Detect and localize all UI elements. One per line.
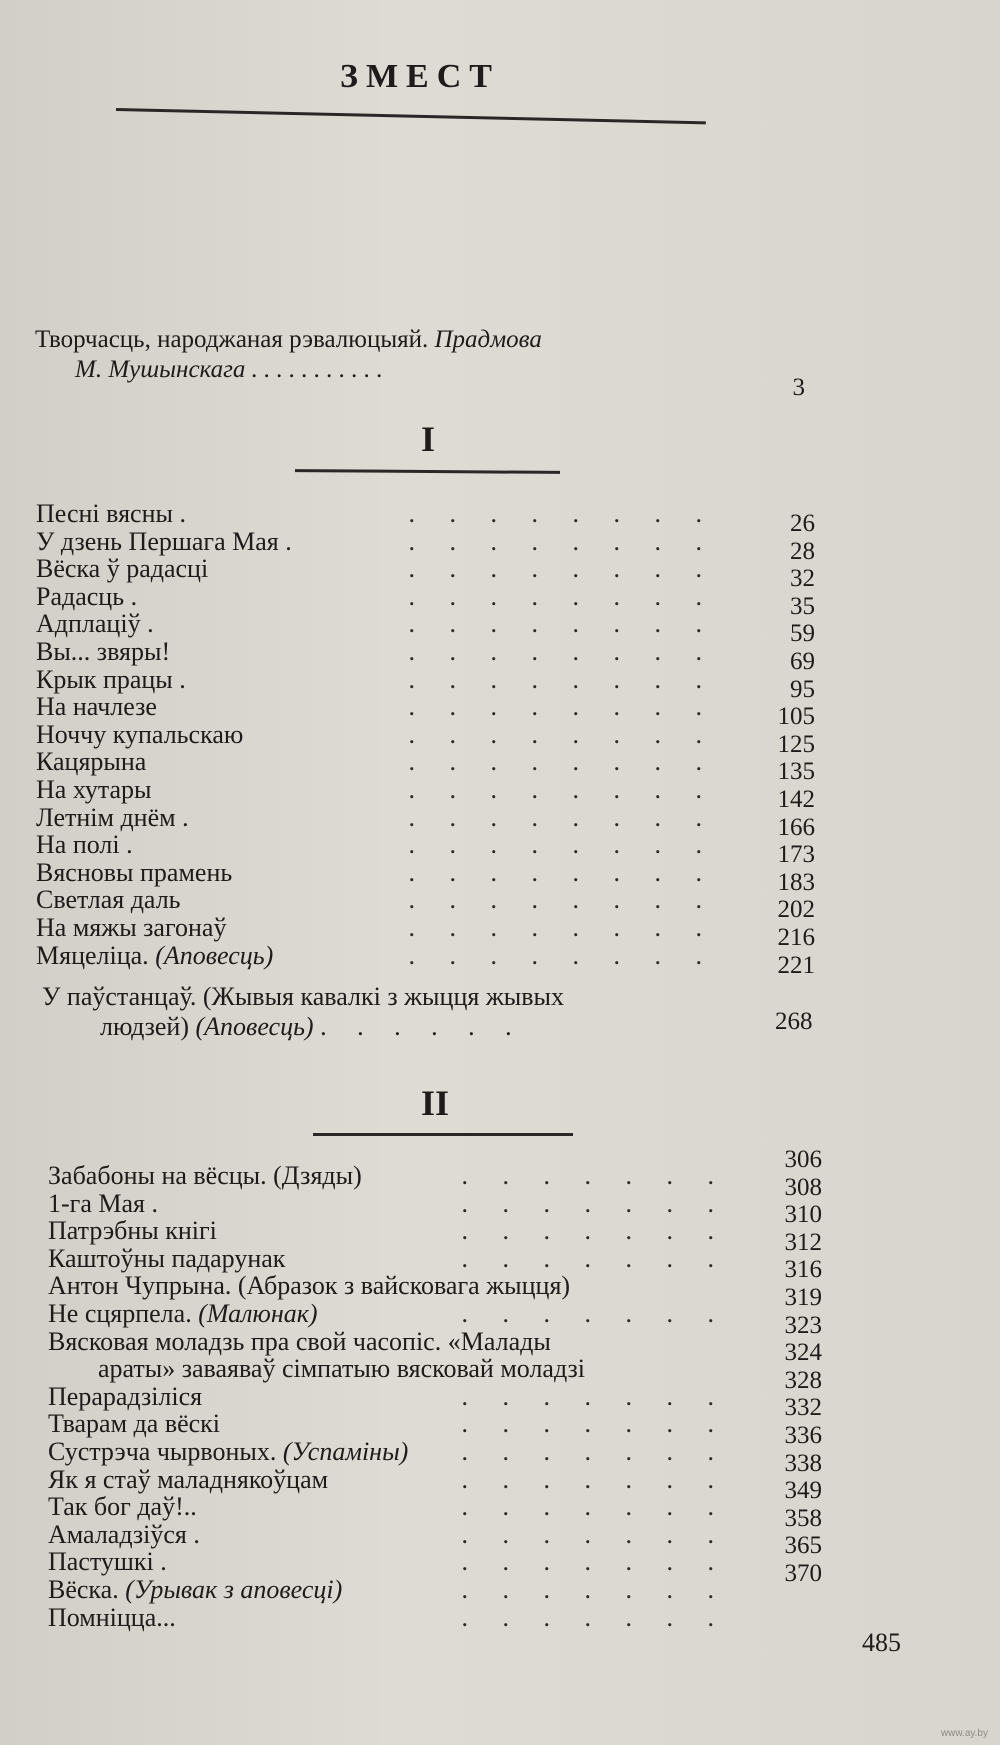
toc-item-page: 308 (784, 1173, 822, 1201)
toc-item-title: У дзень Першага Мая . (36, 526, 292, 556)
leader-dots: . . . . . . . . (408, 830, 716, 860)
preface-title: Творчасць, народжаная рэвалюцыяй. (35, 326, 429, 353)
leader-dots: . . . . . . . . (408, 664, 716, 694)
toc-item (36, 610, 736, 638)
leader-dots: . . . . . . . (461, 1464, 728, 1494)
toc-item (36, 942, 736, 970)
leader-dots: . . . . . . . (461, 1161, 728, 1190)
toc-item (48, 1217, 748, 1245)
toc-item-title: Ноччу купальскаю (36, 719, 244, 749)
toc-item-title: араты» заваяваў сімпатыю вясковай моладзі (98, 1354, 586, 1384)
section-2-mark: II (420, 1083, 450, 1123)
toc-item-genre: (Малюнак) (198, 1298, 318, 1328)
toc-item-page: 358 (784, 1504, 822, 1532)
toc-item (36, 583, 736, 611)
toc-item-title: 1-га Мая . (48, 1188, 158, 1218)
last-item-page: 268 (775, 1008, 813, 1035)
page-folio: 485 (862, 1628, 901, 1657)
last-item-line1: У паўстанцаў. (Жывыя кавалкі з жыцця жывых (42, 982, 564, 1011)
leader-dots: . . . . . . . (461, 1547, 728, 1577)
leader-dots: . . . . . . . (461, 1492, 728, 1522)
toc-item-page: 142 (777, 785, 815, 813)
toc-item-genre: (Аповесць) (155, 940, 274, 970)
toc-item (48, 1272, 748, 1300)
leader-dots: . . . . . . . (461, 1216, 728, 1246)
toc-item-page: 202 (777, 896, 815, 924)
toc-item-page: 173 (777, 841, 815, 869)
leader-dots: . . . . . . . . (408, 857, 716, 887)
toc-item (48, 1576, 748, 1604)
leader-dots: . . . . . . . (461, 1436, 728, 1466)
toc-item (48, 1410, 748, 1438)
toc-item-title: Як я стаў маладнякоўцам (48, 1464, 329, 1494)
toc-item-title: Патрэбны кнігі (48, 1216, 217, 1246)
preface-entry (35, 325, 805, 401)
toc-item (48, 1493, 748, 1521)
toc-item (36, 804, 736, 832)
watermark: www.ay.by (940, 1728, 988, 1739)
toc-item-page: 95 (790, 675, 815, 703)
leader-dots: . . . . . . . . (408, 636, 716, 666)
leader-dots: . . . . . . . . (408, 526, 716, 556)
toc-item-title: Помніцца... (48, 1602, 176, 1632)
toc-item-page: 26 (790, 510, 815, 537)
toc-item-title: Вы... звяры! (36, 636, 171, 666)
toc-item-page: 216 (777, 923, 815, 951)
toc-item (36, 500, 736, 528)
toc-item-title: Крык працы . (36, 664, 186, 694)
toc-item (36, 528, 736, 556)
toc-item (48, 1300, 748, 1328)
leader-dots: . . . . . . . . (408, 554, 716, 584)
toc-item-title: Сустрэча чырвоных. (48, 1436, 277, 1466)
toc-item-title: Перарадзіліся (48, 1381, 203, 1411)
toc-item-title: Так бог даў!.. (48, 1492, 197, 1522)
toc-item-title: Вясковая моладзь пра свой часопіс. «Малады (48, 1326, 551, 1356)
leader-dots: . . . . . . . (461, 1298, 728, 1328)
toc-item-page: 336 (784, 1421, 822, 1449)
toc-item-page: 319 (784, 1283, 822, 1311)
leader-dots: . . . . . . . (461, 1602, 728, 1632)
section-2-list (48, 1162, 748, 1631)
toc-item-page: 32 (790, 565, 815, 593)
section-1-list (36, 500, 736, 969)
toc-item-page: 35 (790, 592, 815, 620)
toc-item-title: Пастушкі . (48, 1547, 167, 1577)
leader-dots: . . . . . . . (461, 1243, 728, 1273)
last-item-line2: людзей) (Аповесць) . . . . . . (100, 1012, 524, 1041)
leader-dots: . . . . . . . . (408, 499, 716, 528)
toc-item (48, 1548, 748, 1576)
toc-item-page: 328 (784, 1366, 822, 1394)
preface-page: 3 (792, 374, 805, 401)
toc-item (36, 666, 736, 694)
leader-dots: . . . . . . . . (408, 719, 716, 749)
toc-item-title: Адплаціў . (36, 609, 154, 639)
toc-item-page: 323 (784, 1311, 822, 1339)
toc-item-page: 59 (790, 620, 815, 648)
toc-item (48, 1604, 748, 1632)
toc-item-page: 166 (777, 813, 815, 841)
toc-item (48, 1521, 748, 1549)
preface-author: М. Мушынскага . . . . . . . . . . . (75, 356, 383, 383)
toc-item (48, 1328, 748, 1356)
leader-dots: . . . . . . . (461, 1381, 728, 1411)
leader-dots: . . . . . . . . (408, 802, 716, 832)
toc-item-title: На хутары (36, 774, 152, 804)
preface-line1 (35, 325, 725, 355)
leader-dots: . . . . . . . (461, 1519, 728, 1549)
page-title: ЗМЕСТ (340, 58, 500, 95)
toc-item-page: 306 (784, 1146, 822, 1173)
leader-dots: . . . . . . . (461, 1409, 728, 1439)
toc-item-genre: (Урывак з аповесці) (125, 1574, 343, 1604)
leader-dots: . . . . . . . . (408, 581, 716, 611)
section-2-pages (752, 1146, 822, 1588)
leader-dots: . . . . . . . . (408, 609, 716, 639)
toc-item (36, 776, 736, 804)
toc-item (36, 555, 736, 583)
leader-dots: . . . . . . . . (408, 885, 716, 915)
toc-item-page: 312 (784, 1228, 822, 1256)
toc-item-page: 332 (784, 1394, 822, 1422)
toc-item-title: Вёска. (48, 1574, 119, 1604)
toc-item-page: 183 (777, 868, 815, 896)
leader-dots: . . . . . . . . (408, 747, 716, 777)
toc-item-title: Антон Чупрына. (Абразок з вайсковага жыцця) (48, 1271, 571, 1301)
toc-item-page: 310 (784, 1201, 822, 1229)
toc-item-page: 365 (784, 1532, 822, 1560)
toc-item-title: Радасць . (36, 581, 138, 611)
toc-item-title: На начлезе (36, 692, 157, 722)
section-1-pages (745, 510, 815, 979)
preface-label: Прадмова (434, 326, 542, 353)
leader-dots: . . . . . . . . (408, 940, 716, 970)
toc-item (36, 638, 736, 666)
toc-item (36, 831, 736, 859)
leader-dots: . . . . . . . (461, 1574, 728, 1604)
section-1-last-item (42, 982, 802, 1042)
toc-item-page: 349 (784, 1477, 822, 1505)
toc-item-page: 370 (784, 1559, 822, 1587)
toc-item-title: Светлая даль (36, 885, 181, 915)
toc-item-title: Мяцеліца. (36, 940, 149, 970)
toc-item (36, 693, 736, 721)
toc-item (48, 1162, 748, 1190)
leader-dots: . . . . . . . . (408, 912, 716, 942)
toc-item (36, 859, 736, 887)
toc-item-page: 316 (784, 1256, 822, 1284)
toc-item-title: Каштоўны падарунак (48, 1243, 286, 1273)
toc-item (48, 1245, 748, 1273)
title-underline (116, 108, 706, 124)
toc-item-title: На полі . (36, 830, 133, 860)
toc-item-page: 28 (790, 537, 815, 565)
toc-item (36, 748, 736, 776)
toc-item-page: 69 (790, 647, 815, 675)
toc-item (36, 914, 736, 942)
toc-item (48, 1355, 748, 1383)
leader-dots: . . . . . . . (461, 1188, 728, 1218)
toc-item-title: Кацярына (36, 747, 147, 777)
toc-item-title: Не сцярпела. (48, 1298, 192, 1328)
toc-item-page: 221 (777, 951, 815, 979)
toc-item-page: 105 (777, 703, 815, 731)
toc-item (48, 1466, 748, 1494)
leader-dots: . . . . . . . . (408, 774, 716, 804)
section-1-rule (295, 469, 560, 474)
toc-item-page: 338 (784, 1449, 822, 1477)
section-1-mark: I (420, 419, 435, 459)
toc-item-title: Вясновы прамень (36, 857, 233, 887)
leader-dots: . . . . . . . . (408, 692, 716, 722)
toc-item (48, 1190, 748, 1218)
toc-item (36, 721, 736, 749)
toc-item-title: Летнім днём . (36, 802, 189, 832)
toc-item-title: Амаладзіўся . (48, 1519, 200, 1549)
toc-item-page: 135 (777, 758, 815, 786)
toc-item (48, 1438, 748, 1466)
toc-item-page: 324 (784, 1339, 822, 1367)
toc-item-page: 125 (777, 730, 815, 758)
toc-item-title: Песні вясны . (36, 499, 186, 528)
toc-item-title: Тварам да вёскі (48, 1409, 221, 1439)
toc-item-genre: (Успаміны) (282, 1436, 409, 1466)
section-2-rule (313, 1133, 573, 1136)
toc-item (36, 886, 736, 914)
toc-item (48, 1383, 748, 1411)
toc-item-title: Забабоны на вёсцы. (Дзяды) (48, 1161, 362, 1190)
toc-item-title: Вёска ў радасці (36, 554, 209, 584)
toc-item-title: На мяжы загонаў (36, 912, 227, 942)
